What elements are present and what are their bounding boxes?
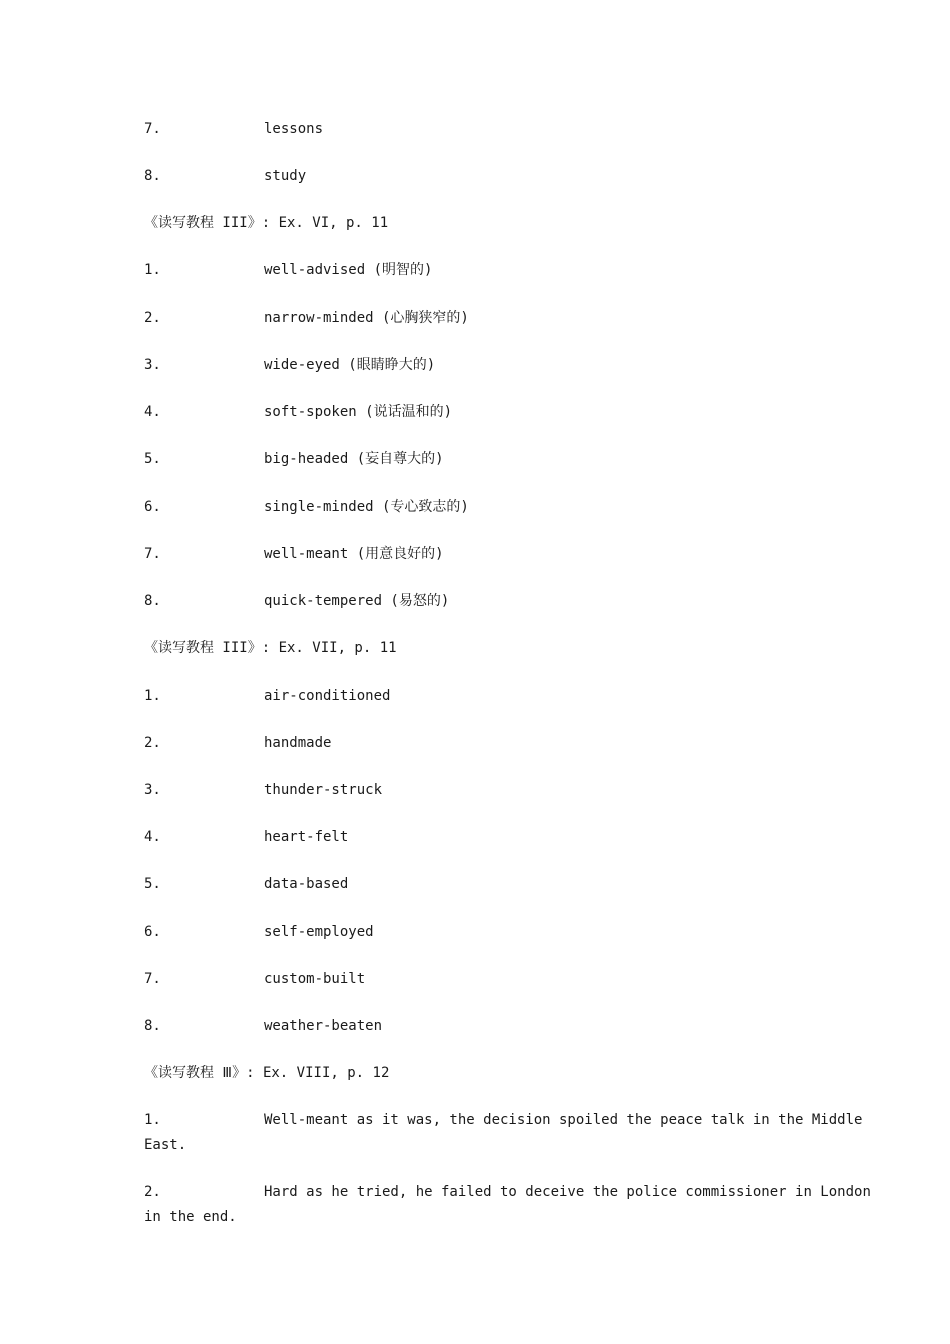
item-text: well-meant (用意良好的) xyxy=(264,546,444,562)
section-heading-vi xyxy=(144,213,806,233)
list-item xyxy=(144,355,806,375)
item-text: self-employed xyxy=(264,924,374,940)
item-text: data-based xyxy=(264,876,349,892)
section-heading-text: 《读写教程 Ⅲ》: Ex. VIII, p. 12 xyxy=(144,1065,390,1081)
item-number: 6. xyxy=(144,499,161,515)
list-item xyxy=(144,591,806,611)
item-number: 5. xyxy=(144,451,161,467)
list-item xyxy=(144,402,806,422)
list-item xyxy=(144,119,806,139)
list-item xyxy=(144,166,806,186)
item-text: heart-felt xyxy=(264,829,349,845)
item-text: weather-beaten xyxy=(264,1018,383,1034)
item-number: 7. xyxy=(144,971,161,987)
item-text: thunder-struck xyxy=(264,782,383,798)
section-heading-text: 《读写教程 III》: Ex. VI, p. 11 xyxy=(144,215,389,231)
item-number: 4. xyxy=(144,404,161,420)
sentence-item xyxy=(144,1108,863,1158)
item-number: 8. xyxy=(144,593,161,609)
list-item xyxy=(144,497,806,517)
item-number: 1. xyxy=(144,262,161,278)
list-item xyxy=(144,827,806,847)
sentence-line: Hard as he tried, he failed to deceive the police commissioner in London xyxy=(264,1184,871,1200)
list-item xyxy=(144,686,806,706)
item-number: 2. xyxy=(144,735,161,751)
item-text: wide-eyed (眼睛睁大的) xyxy=(264,357,436,373)
item-number: 1. xyxy=(144,688,161,704)
item-text: well-advised (明智的) xyxy=(264,262,433,278)
section-heading-viii xyxy=(144,1063,806,1083)
list-item xyxy=(144,733,806,753)
item-number: 8. xyxy=(144,168,161,184)
item-number: 7. xyxy=(144,121,161,137)
item-number: 5. xyxy=(144,876,161,892)
item-text: narrow-minded (心胸狭窄的) xyxy=(264,310,469,326)
item-number: 2. xyxy=(144,1184,161,1200)
item-text: handmade xyxy=(264,735,332,751)
list-item xyxy=(144,544,806,564)
list-item xyxy=(144,874,806,894)
item-number: 1. xyxy=(144,1112,161,1128)
item-text: air-conditioned xyxy=(264,688,391,704)
sentence-line: Well-meant as it was, the decision spoiled the peace talk in the Middle xyxy=(264,1112,863,1128)
list-item xyxy=(144,922,806,942)
item-number: 2. xyxy=(144,310,161,326)
item-text: single-minded (专心致志的) xyxy=(264,499,469,515)
item-number: 8. xyxy=(144,1018,161,1034)
sentence-continuation: East. xyxy=(144,1137,187,1153)
item-number: 6. xyxy=(144,924,161,940)
item-text: quick-tempered (易怒的) xyxy=(264,593,450,609)
item-text: big-headed (妄自尊大的) xyxy=(264,451,444,467)
list-item xyxy=(144,780,806,800)
item-number: 7. xyxy=(144,546,161,562)
sentence-continuation: in the end. xyxy=(144,1209,237,1225)
item-number: 3. xyxy=(144,782,161,798)
item-number: 4. xyxy=(144,829,161,845)
item-text: custom-built xyxy=(264,971,366,987)
list-item xyxy=(144,308,806,328)
section-heading-vii xyxy=(144,638,806,658)
item-text: lessons xyxy=(264,121,324,137)
list-item xyxy=(144,1016,806,1036)
list-item xyxy=(144,260,806,280)
list-item xyxy=(144,969,806,989)
item-text: soft-spoken (说话温和的) xyxy=(264,404,453,420)
sentence-item xyxy=(144,1180,871,1230)
section-heading-text: 《读写教程 III》: Ex. VII, p. 11 xyxy=(144,640,397,656)
item-text: study xyxy=(264,168,307,184)
list-item xyxy=(144,449,806,469)
item-number: 3. xyxy=(144,357,161,373)
